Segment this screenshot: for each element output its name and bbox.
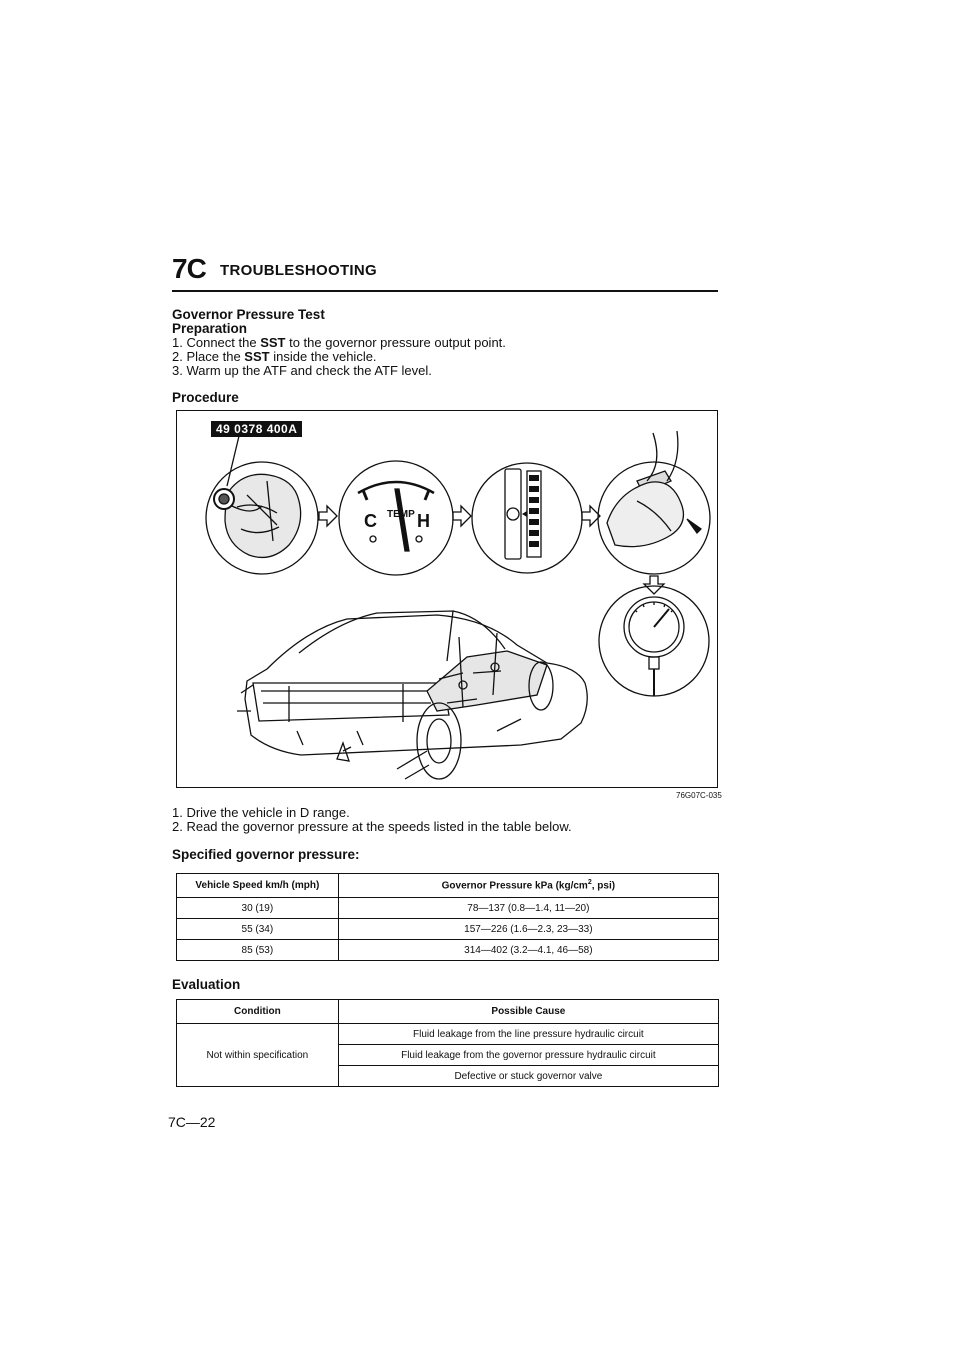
pressure-cell: 78—137 (0.8—1.4, 11—20): [338, 898, 718, 919]
evaluation-heading: Evaluation: [172, 977, 241, 992]
cause-cell: Fluid leakage from the line pressure hydraulic circuit: [338, 1024, 718, 1045]
preparation-step-1: 1. Connect the SST to the governor pressure output point.: [172, 335, 506, 350]
preparation-step-2: 2. Place the SST inside the vehicle.: [172, 349, 377, 364]
table-header-row: [177, 1000, 719, 1024]
page-number: 7C—22: [168, 1114, 216, 1130]
pressure-cell: 314—402 (3.2—4.1, 46—58): [338, 940, 718, 961]
tool-number-label: 49 0378 400A: [211, 421, 302, 437]
preparation-step-3: 3. Warm up the ATF and check the ATF level.: [172, 363, 432, 378]
cause-cell: Fluid leakage from the governor pressure hydraulic circuit: [338, 1045, 718, 1066]
header-vehicle-speed: Vehicle Speed km/h (mph): [177, 874, 339, 898]
table-row: [177, 898, 719, 919]
procedure-illustration: [177, 411, 717, 787]
arrow-right-icon: [582, 506, 600, 526]
test-title: Governor Pressure Test: [172, 307, 325, 322]
speed-cell: 30 (19): [177, 898, 339, 919]
arrow-right-icon: [319, 506, 337, 526]
evaluation-table: [176, 999, 719, 1087]
spec-heading: Specified governor pressure:: [172, 847, 360, 862]
table-row: [177, 1024, 719, 1045]
procedure-heading: Procedure: [172, 390, 239, 405]
section-header: [172, 250, 718, 292]
gauge-cold-label: C: [364, 511, 377, 531]
cause-cell: Defective or stuck governor valve: [338, 1066, 718, 1087]
procedure-step-2: 2. Read the governor pressure at the speeds listed in the table below.: [172, 819, 572, 834]
procedure-step-1: 1. Drive the vehicle in D range.: [172, 805, 350, 820]
table-row: [177, 919, 719, 940]
header-possible-cause: Possible Cause: [338, 1000, 718, 1024]
header-governor-pressure: Governor Pressure kPa ($kg/cm^2$, psi): [338, 874, 718, 898]
section-number: 7C: [172, 253, 206, 284]
speed-cell: 55 (34): [177, 919, 339, 940]
gauge-temp-label: TEMP: [387, 509, 415, 520]
table-row: [177, 940, 719, 961]
speed-cell: 85 (53): [177, 940, 339, 961]
gauge-hot-label: H: [417, 511, 430, 531]
header-condition: Condition: [177, 1000, 339, 1024]
table-header-row: [177, 874, 719, 898]
vehicle-illustration: [237, 611, 587, 779]
arrow-right-icon: [453, 506, 471, 526]
figure-code: 76G07C-035: [676, 791, 722, 800]
pressure-cell: 157—226 (1.6—2.3, 23—33): [338, 919, 718, 940]
condition-cell: Not within specification: [177, 1024, 339, 1087]
preparation-heading: Preparation: [172, 321, 248, 336]
governor-pressure-table: [176, 873, 719, 961]
arrow-down-icon: [644, 576, 664, 594]
section-title: TROUBLESHOOTING: [220, 262, 377, 279]
procedure-figure: [176, 410, 718, 788]
